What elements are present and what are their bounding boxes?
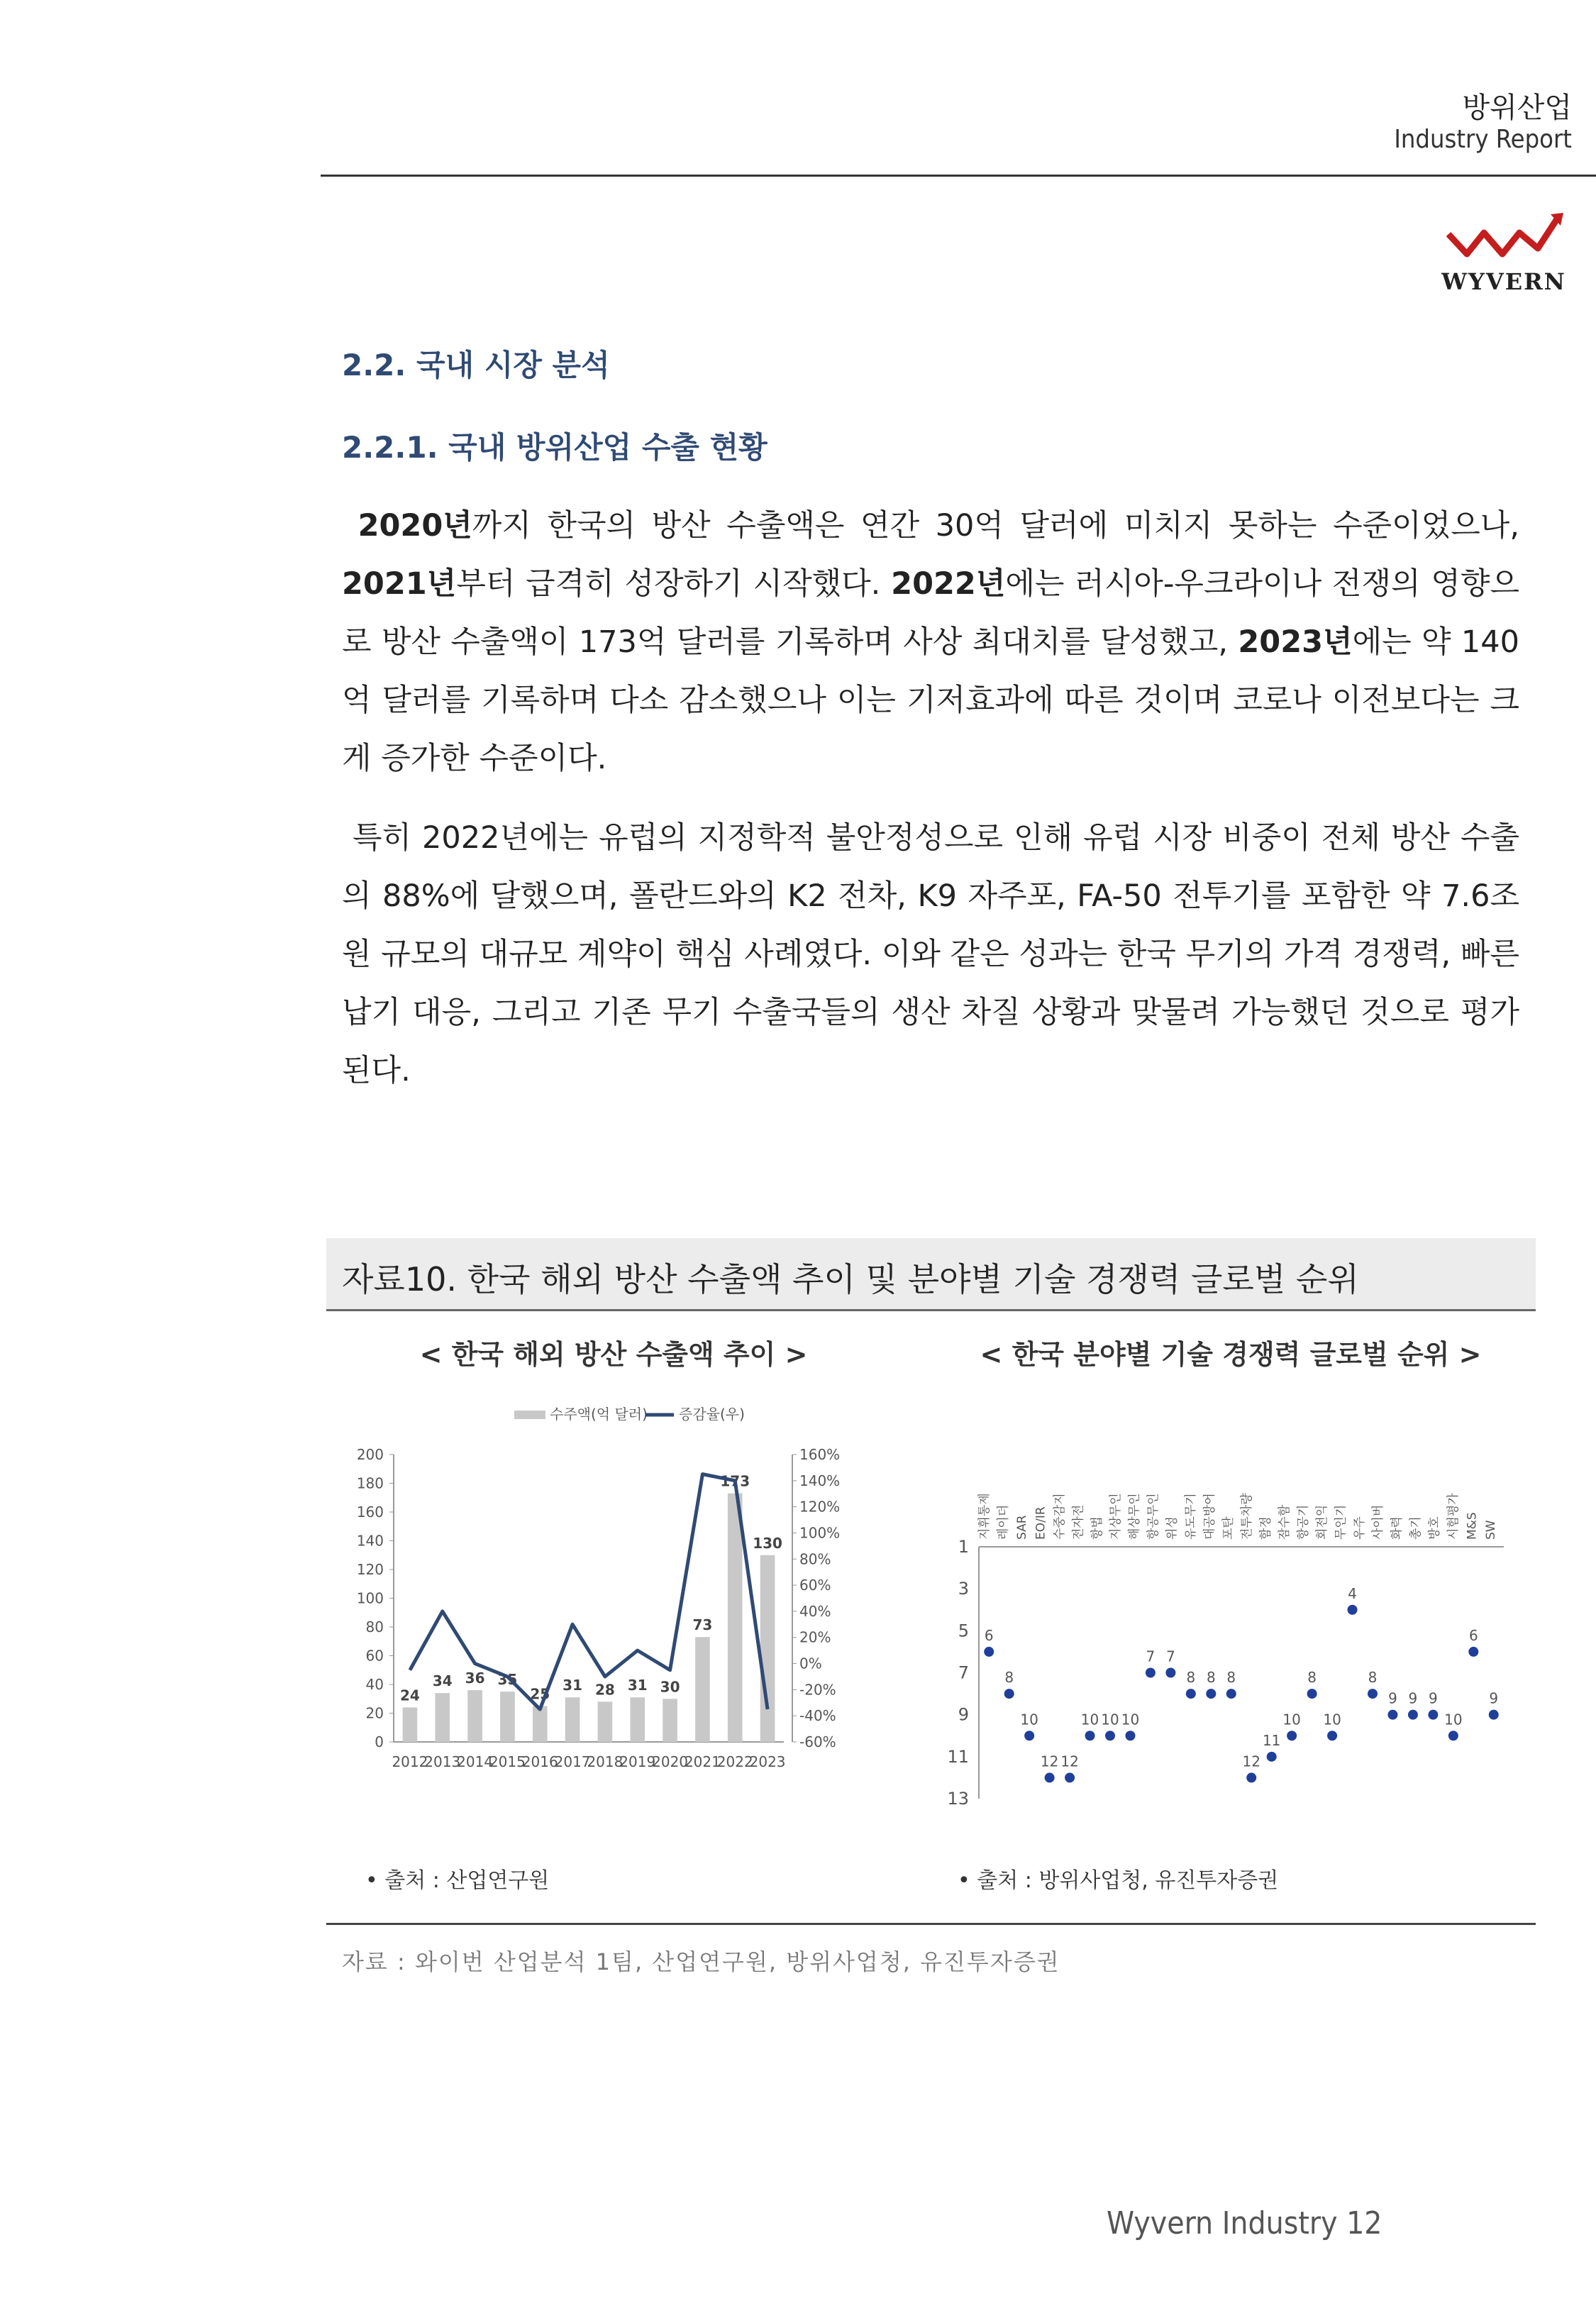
category-label: 해상무인	[1127, 1493, 1142, 1540]
x-tick-label: 2019	[619, 1753, 656, 1770]
subsection-heading: 2.2.1. 국내 방위산업 수출 현황	[342, 430, 767, 465]
rank-value-label: 10	[1323, 1711, 1341, 1728]
x-tick-label: 2023	[749, 1753, 786, 1770]
y2-tick-label: 60%	[799, 1577, 831, 1594]
paragraph-2	[342, 809, 1519, 1100]
rank-value-label: 8	[1368, 1669, 1378, 1687]
logo-text: WYVERN	[1441, 268, 1566, 295]
bar-value-label: 130	[753, 1534, 782, 1552]
y-tick-label: 40	[365, 1676, 384, 1693]
x-tick-label: 2014	[457, 1753, 494, 1770]
category-label: 회전익	[1314, 1504, 1329, 1540]
rank-value-label: 8	[1307, 1669, 1317, 1687]
text-run: 부터 급격히 성장하기 시작했다.	[456, 566, 892, 602]
section-heading: 2.2. 국내 시장 분석	[342, 348, 610, 382]
x-tick-label: 2016	[521, 1753, 558, 1770]
bar	[565, 1697, 580, 1742]
bar	[728, 1494, 743, 1742]
category-label: 위성	[1165, 1516, 1180, 1540]
x-tick-label: 2022	[716, 1753, 753, 1770]
bar-value-label: 30	[660, 1678, 680, 1696]
rank-point	[1246, 1772, 1256, 1782]
tech-ranking-chart	[936, 1327, 1532, 1909]
y2-tick-label: 160%	[799, 1446, 841, 1463]
text-run: 특히 2022년에는 유럽의 지정학적 불안정성으로 인해 유럽 시장 비중이 전체 방산 수출의 88%에 달했으며, 폴란드와의 K2 전차, K9 자주포, FA-50 전투기를 포함한 약 7.6조 원 규모의 대규모 계약이 핵심 사례였다. 이와 같은 성과는 한국 무기의 가격 경쟁력, 빠른 납기 대응, 그리고 기존 무기 수출국들의 생산 차질 상황과 맞물려 가능했던 것으로 평가된다.	[342, 820, 1519, 1088]
rank-value-label: 8	[1186, 1669, 1196, 1687]
bar	[695, 1637, 710, 1742]
paragraph-1	[342, 497, 1519, 788]
x-tick-label: 2021	[684, 1753, 721, 1770]
text-run: 에는 약 140억 달러를 기록하며 다소 감소했으나 이는 기저효과에 따른 것이며 코로나 이전보다는 크게 증가한 수준이다.	[342, 624, 1519, 776]
bar-value-label: 173	[720, 1472, 750, 1490]
category-label: 잠수함	[1278, 1504, 1292, 1540]
rank-value-label: 8	[1004, 1669, 1014, 1687]
y-tick-label: 60	[365, 1647, 384, 1665]
header-divider	[321, 175, 1596, 177]
bar	[630, 1697, 645, 1742]
rank-value-label: 6	[1468, 1626, 1478, 1644]
category-label: 항공기	[1296, 1504, 1311, 1540]
bold-year: 2023년	[1238, 624, 1353, 660]
bar-value-label: 28	[594, 1681, 615, 1699]
page-footer: Wyvern Industry 12	[1107, 2205, 1382, 2241]
y-tick-label: 180	[356, 1474, 384, 1492]
rank-value-label: 9	[1429, 1689, 1438, 1707]
category-label: 총기	[1409, 1516, 1424, 1540]
legend-label-line: 증감율(우)	[679, 1406, 745, 1423]
rank-point	[1489, 1710, 1499, 1720]
category-label: M&S	[1465, 1512, 1480, 1540]
chart-legend	[514, 1406, 745, 1423]
category-label: 항공무인	[1146, 1493, 1161, 1540]
rank-value-label: 9	[1489, 1689, 1499, 1707]
plot-area	[947, 1493, 1504, 1809]
y-tick-label: 9	[958, 1704, 969, 1725]
rank-value-label: 7	[1146, 1648, 1156, 1665]
x-tick-label: 2013	[424, 1753, 461, 1770]
bar-value-label: 31	[563, 1677, 583, 1694]
export-trend-chart	[351, 1327, 904, 1909]
bar-value-label: 73	[692, 1616, 713, 1634]
category-label: 화력	[1390, 1516, 1404, 1540]
rank-value-label: 6	[984, 1626, 994, 1644]
legend-swatch-bar	[514, 1411, 545, 1419]
rank-point	[1327, 1731, 1337, 1740]
y-tick-label: 200	[356, 1446, 384, 1463]
plot-area	[357, 1446, 840, 1770]
y-tick-label: 20	[365, 1704, 384, 1722]
text-run: 에는 러시아-우크라이나 전쟁의 영향으로 방산 수출액이 173억 달러를 기록하며 사상 최대치를 달성했고,	[342, 566, 1519, 660]
x-tick-label: 2012	[392, 1753, 428, 1770]
rank-point	[1428, 1710, 1438, 1720]
y2-tick-label: 120%	[799, 1498, 841, 1516]
rank-point	[984, 1647, 994, 1657]
y-tick-label: 11	[947, 1746, 969, 1767]
y2-tick-label: -60%	[799, 1733, 836, 1750]
rank-point	[1368, 1689, 1378, 1699]
rank-point	[1387, 1710, 1397, 1720]
category-label: 사이버	[1371, 1504, 1386, 1540]
rank-point	[1307, 1689, 1317, 1699]
category-label: 시험평가	[1446, 1493, 1461, 1540]
category-label: 지상무인	[1109, 1493, 1124, 1540]
rank-value-label: 10	[1080, 1711, 1099, 1728]
rank-point	[1125, 1731, 1135, 1740]
y2-tick-label: 20%	[799, 1628, 831, 1646]
rank-value-label: 10	[1282, 1711, 1301, 1728]
rank-point	[1287, 1731, 1297, 1740]
rank-point	[1468, 1647, 1478, 1657]
y-tick-label: 120	[356, 1561, 384, 1578]
rank-point	[1045, 1772, 1055, 1782]
y2-tick-label: 100%	[799, 1524, 841, 1542]
rank-point	[1085, 1731, 1095, 1740]
rank-point	[1348, 1605, 1358, 1615]
category-label: 전투차량	[1240, 1493, 1255, 1540]
bar	[500, 1692, 515, 1742]
rank-point	[1165, 1668, 1175, 1678]
rank-point	[1408, 1710, 1418, 1720]
category-label: 수중감지	[1052, 1493, 1067, 1540]
wyvern-logo	[1433, 206, 1575, 298]
y2-tick-label: 80%	[799, 1550, 831, 1568]
rank-point	[1004, 1689, 1014, 1699]
category-label: SAR	[1015, 1515, 1030, 1540]
bar	[533, 1706, 548, 1742]
figure-bottom-divider	[326, 1923, 1536, 1925]
category-label: 무인기	[1334, 1504, 1348, 1540]
y-tick-label: 0	[375, 1733, 384, 1750]
bar-value-label: 36	[465, 1670, 485, 1687]
bar	[598, 1701, 613, 1742]
bar-value-label: 35	[497, 1671, 518, 1689]
y2-tick-label: 0%	[799, 1655, 822, 1672]
y-tick-label: 160	[356, 1504, 384, 1521]
rank-point	[1226, 1689, 1236, 1699]
category-label: 지휘통제	[977, 1493, 992, 1540]
header-subtitle: Industry Report	[1394, 125, 1572, 154]
category-label: 대공방어	[1202, 1493, 1217, 1540]
rank-value-label: 7	[1166, 1648, 1175, 1665]
y-tick-label: 100	[356, 1589, 384, 1607]
y-tick-label: 3	[958, 1579, 969, 1599]
y-tick-label: 1	[958, 1537, 969, 1557]
bold-year: 2021년	[342, 566, 457, 602]
rate-series-line	[410, 1474, 767, 1709]
header-title: 방위산업	[1462, 92, 1572, 124]
rank-point	[1065, 1772, 1075, 1782]
y-tick-label: 140	[356, 1532, 384, 1550]
category-label: EO/IR	[1033, 1506, 1048, 1540]
rank-point	[1024, 1731, 1034, 1740]
rank-value-label: 8	[1206, 1669, 1216, 1687]
chart-source: • 출처 : 산업연구원	[365, 1868, 550, 1893]
rank-point	[1105, 1731, 1115, 1740]
x-tick-label: 2015	[489, 1753, 526, 1770]
category-label: 항법	[1090, 1516, 1104, 1540]
rank-value-label: 10	[1020, 1711, 1038, 1728]
chart-source: • 출처 : 방위사업청, 유진투자증권	[958, 1868, 1279, 1893]
y2-tick-label: 40%	[799, 1602, 831, 1620]
rank-point	[1267, 1752, 1277, 1762]
rank-value-label: 10	[1121, 1711, 1140, 1728]
rank-point	[1448, 1731, 1458, 1740]
bold-year: 2020년	[358, 508, 472, 544]
bar	[663, 1699, 677, 1742]
y-tick-label: 5	[958, 1621, 969, 1641]
category-label: 우주	[1352, 1516, 1367, 1540]
category-label: 포탄	[1221, 1516, 1236, 1540]
bar	[760, 1555, 775, 1742]
wyvern-logo-mark	[1433, 206, 1575, 298]
rank-value-label: 12	[1040, 1753, 1059, 1770]
text-run: 까지 한국의 방산 수출액은 연간 30억 달러에 미치지 못하는 수준이었으나,	[472, 508, 1519, 544]
category-label: SW	[1483, 1520, 1498, 1540]
bar	[435, 1693, 450, 1742]
y2-tick-label: 140%	[799, 1472, 841, 1489]
chart-title: < 한국 분야별 기술 경쟁력 글로벌 순위 >	[980, 1339, 1482, 1370]
y-tick-label: 7	[958, 1662, 969, 1683]
category-label: 유도무기	[1183, 1493, 1198, 1540]
y-tick-label: 80	[365, 1618, 384, 1635]
rank-value-label: 10	[1101, 1711, 1119, 1728]
category-label: 방호	[1427, 1516, 1442, 1540]
x-tick-label: 2020	[652, 1753, 689, 1770]
rank-value-label: 12	[1242, 1753, 1260, 1770]
rank-point	[1206, 1689, 1216, 1699]
figure-title: 자료10. 한국 해외 방산 수출액 추이 및 분야별 기술 경쟁력 글로벌 순위	[342, 1260, 1359, 1298]
y-tick-label: 13	[947, 1789, 969, 1809]
x-tick-label: 2018	[587, 1753, 624, 1770]
rank-value-label: 9	[1408, 1689, 1418, 1707]
y2-tick-label: -40%	[799, 1707, 836, 1725]
category-label: 레이더	[996, 1504, 1011, 1540]
y2-tick-label: -20%	[799, 1681, 836, 1699]
rank-point	[1186, 1689, 1196, 1699]
rank-value-label: 9	[1388, 1689, 1397, 1707]
bold-year: 2022년	[891, 566, 1006, 602]
figure-title-bar	[326, 1238, 1536, 1311]
category-label: 함정	[1258, 1516, 1273, 1540]
rank-value-label: 8	[1226, 1669, 1236, 1687]
chart-title: < 한국 해외 방산 수출액 추이 >	[419, 1339, 808, 1370]
bar-value-label: 24	[399, 1687, 420, 1704]
x-tick-label: 2017	[554, 1753, 591, 1770]
bar	[403, 1707, 418, 1742]
bar-value-label: 25	[530, 1685, 550, 1703]
legend-label-bar: 수주액(억 달러)	[550, 1406, 648, 1423]
rank-value-label: 12	[1060, 1753, 1079, 1770]
rank-value-label: 10	[1444, 1711, 1463, 1728]
rank-value-label: 11	[1262, 1731, 1281, 1749]
bar-value-label: 34	[432, 1672, 453, 1690]
bar	[467, 1690, 482, 1742]
rank-point	[1146, 1668, 1156, 1678]
rank-value-label: 4	[1348, 1584, 1357, 1602]
bar-value-label: 31	[627, 1677, 648, 1694]
source-note: 자료 : 와이번 산업분석 1팀, 산업연구원, 방위사업청, 유진투자증권	[342, 1948, 1060, 1975]
category-label: 전자전	[1071, 1504, 1086, 1540]
